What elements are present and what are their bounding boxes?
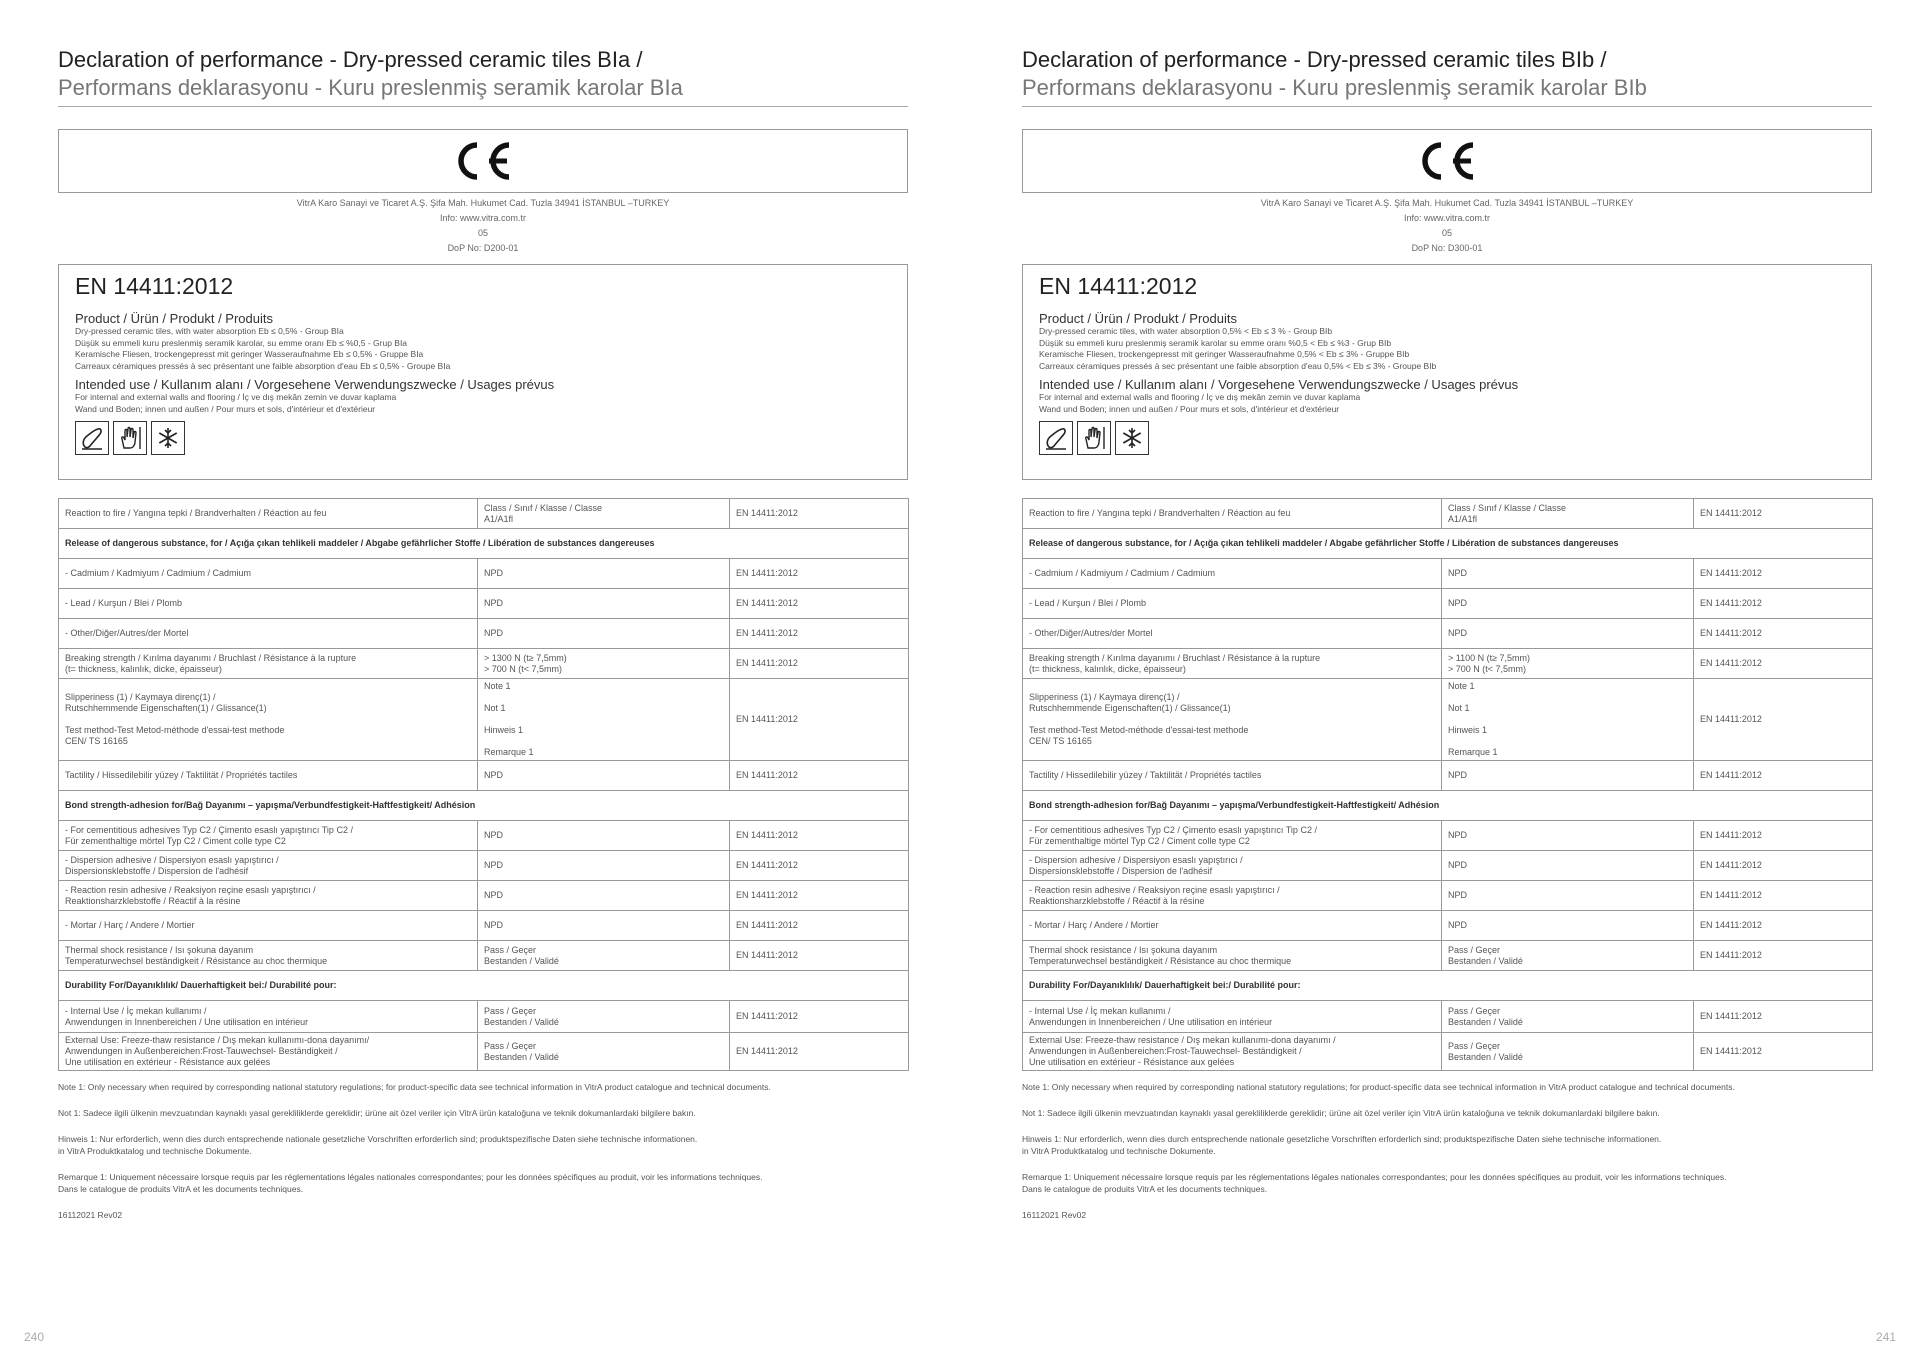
product-lines-item: Carreaux céramiques pressés à sec présentant une faible absorption d'eau Eb ≤ 0,5% - Groupe BIa [75, 360, 451, 371]
product-lines-item: Keramische Fliesen, trockengepresst mit geringer Wasseraufnahme 0,5% < Eb ≤ 3% - Gruppe BIb [1039, 349, 1410, 359]
title-english: Declaration of performance - Dry-pressed ceramic tiles BIb / [1022, 47, 1607, 72]
use-lines-item: Wand und Boden; innen und außen / Pour murs et sols, d'intérieur et d'extérieur [1039, 403, 1340, 414]
specification-cell: EN 14411:2012 [730, 679, 909, 761]
page-number: 241 [1875, 1330, 1896, 1344]
property-cell: Breaking strength / Kırılma dayanımı / Bruchlast / Résistance à la rupture (t= thickness, kalınlık, dicke, épaisseur) [1023, 649, 1442, 679]
product-lines-item: Carreaux céramiques pressés à sec présentant une faible absorption d'eau 0,5% < Eb ≤ 3% - Groupe BIb [1039, 360, 1437, 371]
property-cell: - Internal Use / İç mekan kullanımı / Anwendungen in Innenbereichen / Une utilisation en intérieur [1023, 1001, 1442, 1033]
property-cell: Slipperiness (1) / Kaymaya direnç(1) / Rutschhemmende Eigenschaften(1) / Glissance(1) Test method-Test Metod-méthode d'essai-test methode CEN/ TS 16165 [1023, 679, 1442, 761]
property-cell: - Other/Diğer/Autres/der Mortel [1023, 619, 1442, 649]
intended-use-heading: Intended use / Kullanım alanı / Vorgesehene Verwendungszwecke / Usages prévus [75, 377, 555, 392]
performance-cell: Note 1 Not 1 Hinweis 1 Remarque 1 [1442, 679, 1694, 761]
specification-cell: EN 14411:2012 [730, 649, 909, 679]
specification-cell: EN 14411:2012 [1694, 649, 1873, 679]
specification-cell: EN 14411:2012 [1694, 679, 1873, 761]
section-heading: Durability For/Dayanıklılık/ Dauerhaftigkeit bei:/ Durabilité pour: [1023, 971, 1873, 1001]
manufacturer-info [1022, 196, 1872, 256]
table-row [59, 1001, 909, 1033]
performance-cell: NPD [1442, 589, 1694, 619]
performance-cell: NPD [478, 619, 730, 649]
declaration-sheet [1022, 46, 1872, 1221]
company-website: Info: www.vitra.com.tr [1403, 213, 1491, 223]
footnote: Remarque 1: Uniquement nécessaire lorsque requis par les réglementations légales nationales correspondantes; pour les données spécifiques au produit, voir les informations techniques. Dans le catalogue de produits VitrA et les documents techniques. [58, 1172, 763, 1194]
ce-mark-icon [451, 139, 515, 183]
property-cell: - Lead / Kurşun / Blei / Plomb [1023, 589, 1442, 619]
property-cell: External Use: Freeze-thaw resistance / Dış mekan kullanımı-dona dayanımı/ Anwendungen in Außenbereichen:Frost-Tauwechsel- Beständigkeit / Une utilisation en extérieur - Résistance aux gelées [59, 1033, 478, 1071]
specification-cell: EN 14411:2012 [1694, 559, 1873, 589]
specification-cell: EN 14411:2012 [730, 1033, 909, 1071]
wall-hand-icon [1077, 421, 1111, 455]
right-page [960, 0, 1920, 1358]
product-lines [75, 326, 891, 372]
frost-snowflake-icon [151, 421, 185, 455]
performance-cell: NPD [1442, 821, 1694, 851]
table-section-row [1023, 971, 1873, 1001]
table-row [1023, 589, 1873, 619]
property-cell: Reaction to fire / Yangına tepki / Brandverhalten / Réaction au feu [1023, 499, 1442, 529]
performance-cell: Pass / Geçer Bestanden / Validé [1442, 1033, 1694, 1071]
product-lines-item: Düşük su emmeli kuru preslenmiş seramik karolar su emme oranı %0,5 < Eb ≤ %3 - Grup BIb [1039, 337, 1392, 348]
table-row [1023, 1033, 1873, 1071]
section-heading: Bond strength-adhesion for/Bağ Dayanımı – yapışma/Verbundfestigkeit-Haftfestigkeit/ Adhésion [59, 791, 909, 821]
performance-cell: NPD [478, 881, 730, 911]
dop-number: DoP No: D200-01 [447, 243, 519, 253]
property-cell: - Dispersion adhesive / Dispersiyon esaslı yapıştırıcı / Dispersionsklebstoffe / Dispersion de l'adhésif [1023, 851, 1442, 881]
footnote: Remarque 1: Uniquement nécessaire lorsque requis par les réglementations légales nationales correspondantes; pour les données spécifiques au produit, voir les informations techniques. Dans le catalogue de produits VitrA et les documents techniques. [1022, 1172, 1727, 1194]
specification-cell: EN 14411:2012 [1694, 821, 1873, 851]
product-lines [1039, 326, 1855, 372]
table-row [1023, 941, 1873, 971]
performance-cell: Pass / Geçer Bestanden / Validé [478, 941, 730, 971]
property-cell: Tactility / Hissedilebilir yüzey / Taktilität / Propriétés tactiles [59, 761, 478, 791]
table-row [1023, 821, 1873, 851]
performance-table [1022, 498, 1873, 1071]
specification-cell: EN 14411:2012 [1694, 1001, 1873, 1033]
notes-list [1022, 1081, 1872, 1195]
section-heading: Release of dangerous substance, for / Açığa çıkan tehlikeli maddeler / Abgabe gefährlicher Stoffe / Libération de substances dangereuses [59, 529, 909, 559]
specification-cell: EN 14411:2012 [1694, 911, 1873, 941]
specification-cell: EN 14411:2012 [730, 559, 909, 589]
table-row [59, 649, 909, 679]
title-turkish: Performans deklarasyonu - Kuru preslenmiş seramik karolar BIa [58, 75, 683, 100]
standard-title: EN 14411:2012 [1039, 273, 1198, 299]
table-row [1023, 851, 1873, 881]
property-cell: - For cementitious adhesives Typ C2 / Çimento esaslı yapıştırıcı Tip C2 / Für zementhaltige mörtel Typ C2 / Ciment colle type C2 [1023, 821, 1442, 851]
table-row [59, 589, 909, 619]
property-cell: - Cadmium / Kadmiyum / Cadmium / Cadmium [1023, 559, 1442, 589]
specification-cell: EN 14411:2012 [730, 941, 909, 971]
performance-cell: NPD [1442, 761, 1694, 791]
product-heading: Product / Ürün / Produkt / Produits [75, 311, 273, 326]
performance-cell: > 1100 N (t≥ 7,5mm) > 700 N (t< 7,5mm) [1442, 649, 1694, 679]
table-row [59, 679, 909, 761]
specification-cell: EN 14411:2012 [730, 821, 909, 851]
property-cell: - Dispersion adhesive / Dispersiyon esaslı yapıştırıcı / Dispersionsklebstoffe / Dispersion de l'adhésif [59, 851, 478, 881]
table-section-row [1023, 791, 1873, 821]
table-row [59, 559, 909, 589]
section-heading: Release of dangerous substance, for / Açığa çıkan tehlikeli maddeler / Abgabe gefährlicher Stoffe / Libération de substances dangereuses [1023, 529, 1873, 559]
intended-use-lines [1039, 392, 1855, 415]
specification-cell: EN 14411:2012 [1694, 851, 1873, 881]
table-row [59, 761, 909, 791]
performance-cell: NPD [1442, 559, 1694, 589]
ce-mark-box [58, 129, 908, 193]
property-cell: - Mortar / Harç / Andere / Mortier [1023, 911, 1442, 941]
document-code: 05 [477, 228, 488, 238]
notes-list [58, 1081, 908, 1195]
performance-cell: NPD [478, 559, 730, 589]
product-spec-box [1022, 264, 1872, 480]
table-section-row [59, 791, 909, 821]
table-section-row [59, 971, 909, 1001]
table-row [1023, 619, 1873, 649]
property-cell: - Lead / Kurşun / Blei / Plomb [59, 589, 478, 619]
table-row [59, 821, 909, 851]
performance-cell: NPD [1442, 619, 1694, 649]
performance-cell: NPD [1442, 911, 1694, 941]
declaration-sheet [58, 46, 908, 1221]
performance-cell: NPD [478, 761, 730, 791]
specification-cell: EN 14411:2012 [1694, 761, 1873, 791]
performance-cell: NPD [478, 589, 730, 619]
specification-cell: EN 14411:2012 [730, 881, 909, 911]
property-cell: - Reaction resin adhesive / Reaksiyon reçine esaslı yapıştırıcı / Reaktionsharzklebstoffe / Réactif à la résine [1023, 881, 1442, 911]
title-english: Declaration of performance - Dry-pressed ceramic tiles BIa / [58, 47, 643, 72]
usage-icons [75, 421, 891, 455]
specification-cell: EN 14411:2012 [730, 1001, 909, 1033]
property-cell: - Mortar / Harç / Andere / Mortier [59, 911, 478, 941]
specification-cell: EN 14411:2012 [1694, 881, 1873, 911]
footnote: Hinweis 1: Nur erforderlich, wenn dies durch entsprechende nationale gesetzliche Vorschriften erforderlich sind; produktspezifische Daten siehe technische informationen. in VitrA Produktkatalog und technische Dokumente. [58, 1134, 698, 1156]
property-cell: Tactility / Hissedilebilir yüzey / Taktilität / Propriétés tactiles [1023, 761, 1442, 791]
table-row [1023, 649, 1873, 679]
table-row [1023, 761, 1873, 791]
performance-cell: NPD [1442, 881, 1694, 911]
product-lines-item: Dry-pressed ceramic tiles, with water absorption 0,5% < Eb ≤ 3 % - Group BIb [1039, 326, 1333, 336]
specification-cell: EN 14411:2012 [1694, 1033, 1873, 1071]
table-row [59, 941, 909, 971]
performance-rows [59, 499, 909, 1071]
specification-cell: EN 14411:2012 [730, 499, 909, 529]
table-section-row [1023, 529, 1873, 559]
section-heading: Bond strength-adhesion for/Bağ Dayanımı – yapışma/Verbundfestigkeit-Haftfestigkeit/ Adhésion [1023, 791, 1873, 821]
title-divider [58, 106, 908, 107]
company-website: Info: www.vitra.com.tr [439, 213, 527, 223]
footnotes [1022, 1081, 1872, 1221]
performance-cell: Pass / Geçer Bestanden / Validé [478, 1033, 730, 1071]
manufacturer-info [58, 196, 908, 256]
title-turkish: Performans deklarasyonu - Kuru preslenmiş seramik karolar BIb [1022, 75, 1647, 100]
revision-code: 16112021 Rev02 [1022, 1210, 1087, 1220]
product-spec-box [58, 264, 908, 480]
table-row [1023, 499, 1873, 529]
table-row [1023, 911, 1873, 941]
intended-use-heading: Intended use / Kullanım alanı / Vorgesehene Verwendungszwecke / Usages prévus [1039, 377, 1519, 392]
page-number: 240 [24, 1330, 45, 1344]
table-row [59, 911, 909, 941]
table-row [59, 499, 909, 529]
use-lines-item: For internal and external walls and flooring / İç ve dış mekân zemin ve duvar kaplama [75, 392, 397, 402]
performance-rows [1023, 499, 1873, 1071]
company-address: VitrA Karo Sanayi ve Ticaret A.Ş. Şifa Mah. Hukumet Cad. Tuzla 34941 İSTANBUL –TURKEY [296, 198, 670, 208]
specification-cell: EN 14411:2012 [1694, 589, 1873, 619]
footnote: Not 1: Sadece ilgili ülkenin mevzuatından kaynaklı yasal gerekliliklerde gereklidir; ürüne ait özel veriler için VitrA ürün kataloğuna ve teknik dokumanlardaki bilgilere bakın. [58, 1108, 696, 1118]
performance-cell: Pass / Geçer Bestanden / Validé [478, 1001, 730, 1033]
property-cell: Reaction to fire / Yangına tepki / Brandverhalten / Réaction au feu [59, 499, 478, 529]
specification-cell: EN 14411:2012 [730, 589, 909, 619]
specification-cell: EN 14411:2012 [730, 851, 909, 881]
specification-cell: EN 14411:2012 [730, 619, 909, 649]
performance-cell: Pass / Geçer Bestanden / Validé [1442, 941, 1694, 971]
performance-cell: NPD [1442, 851, 1694, 881]
footnote: Not 1: Sadece ilgili ülkenin mevzuatından kaynaklı yasal gerekliliklerde gereklidir; ürüne ait özel veriler için VitrA ürün kataloğuna ve teknik dokumanlardaki bilgilere bakın. [1022, 1108, 1660, 1118]
property-cell: - For cementitious adhesives Typ C2 / Çimento esaslı yapıştırıcı Tip C2 / Für zementhaltige mörtel Typ C2 / Ciment colle type C2 [59, 821, 478, 851]
table-row [59, 1033, 909, 1071]
table-row [1023, 679, 1873, 761]
table-row [1023, 559, 1873, 589]
product-heading: Product / Ürün / Produkt / Produits [1039, 311, 1237, 326]
footnote: Hinweis 1: Nur erforderlich, wenn dies durch entsprechende nationale gesetzliche Vorschriften erforderlich sind; produktspezifische Daten siehe technische informationen. in VitrA Produktkatalog und technische Dokumente. [1022, 1134, 1662, 1156]
performance-cell: NPD [478, 851, 730, 881]
performance-cell: Class / Sınıf / Klasse / Classe A1/A1fl [1442, 499, 1694, 529]
footnote: Note 1: Only necessary when required by corresponding national statutory regulations; for product-specific data see technical information in VitrA product catalogue and technical documents. [1022, 1082, 1735, 1092]
performance-cell: NPD [478, 821, 730, 851]
wall-hand-icon [113, 421, 147, 455]
floor-foot-icon [75, 421, 109, 455]
footnotes [58, 1081, 908, 1221]
property-cell: - Cadmium / Kadmiyum / Cadmium / Cadmium [59, 559, 478, 589]
section-heading: Durability For/Dayanıklılık/ Dauerhaftigkeit bei:/ Durabilité pour: [59, 971, 909, 1001]
revision-code: 16112021 Rev02 [58, 1210, 123, 1220]
table-section-row [59, 529, 909, 559]
frost-snowflake-icon [1115, 421, 1149, 455]
performance-cell: Note 1 Not 1 Hinweis 1 Remarque 1 [478, 679, 730, 761]
dop-number: DoP No: D300-01 [1411, 243, 1483, 253]
performance-table [58, 498, 909, 1071]
property-cell: - Reaction resin adhesive / Reaksiyon reçine esaslı yapıştırıcı / Reaktionsharzklebstoffe / Réactif à la résine [59, 881, 478, 911]
title-divider [1022, 106, 1872, 107]
specification-cell: EN 14411:2012 [730, 761, 909, 791]
performance-cell: > 1300 N (t≥ 7,5mm) > 700 N (t< 7,5mm) [478, 649, 730, 679]
property-cell: Thermal shock resistance / Isı şokuna dayanım Temperaturwechsel beständigkeit / Résistance au choc thermique [1023, 941, 1442, 971]
table-row [59, 851, 909, 881]
property-cell: Slipperiness (1) / Kaymaya direnç(1) / Rutschhemmende Eigenschaften(1) / Glissance(1) Test method-Test Metod-méthode d'essai-test methode CEN/ TS 16165 [59, 679, 478, 761]
floor-foot-icon [1039, 421, 1073, 455]
table-row [1023, 881, 1873, 911]
product-lines-item: Keramische Fliesen, trockengepresst mit geringer Wasseraufnahme Eb ≤ 0,5% - Gruppe BIa [75, 349, 424, 359]
performance-cell: Class / Sınıf / Klasse / Classe A1/A1fl [478, 499, 730, 529]
property-cell: - Internal Use / İç mekan kullanımı / Anwendungen in Innenbereichen / Une utilisation en intérieur [59, 1001, 478, 1033]
company-address: VitrA Karo Sanayi ve Ticaret A.Ş. Şifa Mah. Hukumet Cad. Tuzla 34941 İSTANBUL –TURKEY [1260, 198, 1634, 208]
use-lines-item: For internal and external walls and flooring / İç ve dış mekân zemin ve duvar kaplama [1039, 392, 1361, 402]
specification-cell: EN 14411:2012 [730, 911, 909, 941]
table-row [59, 881, 909, 911]
property-cell: Breaking strength / Kırılma dayanımı / Bruchlast / Résistance à la rupture (t= thickness, kalınlık, dicke, épaisseur) [59, 649, 478, 679]
ce-mark-box [1022, 129, 1872, 193]
property-cell: External Use: Freeze-thaw resistance / Dış mekan kullanımı-dona dayanımı / Anwendungen in Außenbereichen:Frost-Tauwechsel- Beständigkeit / Une utilisation en extérieur - Résistance aux gelées [1023, 1033, 1442, 1071]
usage-icons [1039, 421, 1855, 455]
ce-mark-icon [1415, 139, 1479, 183]
performance-cell: NPD [478, 911, 730, 941]
use-lines-item: Wand und Boden; innen und außen / Pour murs et sols, d'intérieur et d'extérieur [75, 403, 376, 414]
performance-cell: Pass / Geçer Bestanden / Validé [1442, 1001, 1694, 1033]
product-lines-item: Düşük su emmeli kuru preslenmiş seramik karolar, su emme oranı Eb ≤ %0,5 - Grup BIa [75, 337, 408, 348]
document-code: 05 [1441, 228, 1452, 238]
table-row [59, 619, 909, 649]
footnote: Note 1: Only necessary when required by corresponding national statutory regulations; for product-specific data see technical information in VitrA product catalogue and technical documents. [58, 1082, 771, 1092]
property-cell: - Other/Diğer/Autres/der Mortel [59, 619, 478, 649]
specification-cell: EN 14411:2012 [1694, 499, 1873, 529]
standard-title: EN 14411:2012 [75, 273, 234, 299]
specification-cell: EN 14411:2012 [1694, 619, 1873, 649]
intended-use-lines [75, 392, 891, 415]
property-cell: Thermal shock resistance / Isı şokuna dayanım Temperaturwechsel beständigkeit / Résistance au choc thermique [59, 941, 478, 971]
product-lines-item: Dry-pressed ceramic tiles, with water absorption Eb ≤ 0,5% - Group BIa [75, 326, 344, 336]
specification-cell: EN 14411:2012 [1694, 941, 1873, 971]
table-row [1023, 1001, 1873, 1033]
